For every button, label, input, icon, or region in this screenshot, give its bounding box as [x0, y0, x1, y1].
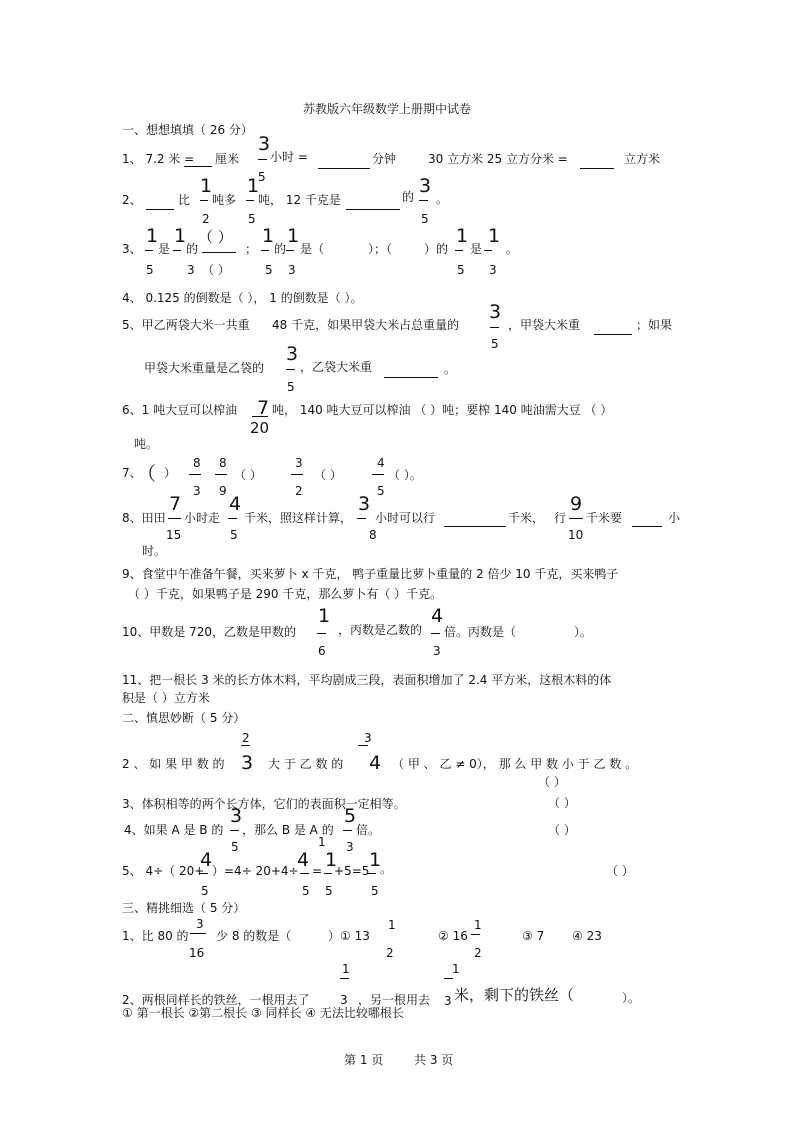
s2q5-frac2-den: 5 — [302, 884, 310, 898]
q10-frac2-num: 4 — [431, 605, 444, 627]
q10-frac1-den: 6 — [318, 644, 326, 658]
s2q4-text-b: ，那么 B 是 A 的 — [242, 823, 334, 837]
q8-frac4-num: 9 — [570, 493, 583, 515]
q5-frac-num: 3 — [489, 301, 502, 323]
q2-blank-1[interactable] — [146, 209, 174, 210]
q2-frac1-num: 1 — [200, 175, 213, 197]
section-3-heading: 三、精挑细选（ 5 分） — [122, 901, 246, 915]
q3-text-j: 。 — [506, 242, 519, 256]
q3-paren-den: （ ） — [202, 263, 230, 277]
q2-frac3-den: 5 — [421, 212, 429, 226]
s3q1-opt1-num: 1 — [388, 918, 396, 932]
q3-frac6-num: 1 — [488, 225, 501, 247]
s2q5-mid-line — [324, 873, 332, 874]
q8-frac2-den: 5 — [230, 528, 238, 542]
q8-blank-2[interactable] — [632, 526, 662, 527]
q3-frac3-den: 5 — [265, 263, 273, 277]
s2q3-text: 3、体积相等的两个长方体，它们的表面积一定相等。 — [122, 797, 406, 811]
s2q2-frac2-den: 4 — [369, 752, 382, 774]
q8-frac4-den: 10 — [568, 528, 584, 542]
q6-text-a: 6、1 吨大豆可以榨油 — [122, 403, 238, 417]
q6-text-b: 吨， 140 吨大豆可以榨油 （ ）吨；要榨 140 吨油需大豆 （ ） — [272, 403, 613, 417]
q3-frac5-line — [455, 250, 463, 251]
s3q2-frac1-line — [340, 978, 349, 979]
q2-text-a: 2、 — [122, 193, 142, 207]
s2q5-text-e: +5=5 — [334, 864, 370, 878]
q7-frac1-line — [189, 474, 201, 475]
s2q4-frac2-num: 5 — [344, 805, 357, 827]
q6-frac-den: 20 — [250, 419, 270, 437]
s3q1-text-g[interactable]: ④ 23 — [572, 929, 602, 943]
q8-frac3-den: 8 — [369, 528, 377, 542]
q7-frac2-num: 8 — [219, 456, 227, 470]
q8-text-h: 千米要 — [586, 511, 623, 525]
q8-text-e: 小时可以行 — [375, 511, 436, 525]
q5-text-a: 5、甲乙两袋大米一共重 — [122, 318, 250, 332]
s2q5-eq: = — [312, 864, 323, 878]
s2q5-frac2-num: 4 — [297, 849, 310, 871]
s3q1-text-b: 少 8 的数是（ — [216, 929, 292, 943]
q2-frac2-num: 1 — [247, 175, 260, 197]
q11-text-a: 11、把一根长 3 米的长方体木料，平均剧成三段，表面积增加了 2.4 平方米，这根木料的体 — [122, 673, 612, 687]
q8-frac1-den: 15 — [166, 528, 182, 542]
q6-frac-line — [252, 416, 268, 417]
s2q5-frac3-den: 5 — [371, 884, 379, 898]
q8-frac1-num: 7 — [169, 493, 182, 515]
s3q2-options[interactable]: ① 第一根长 ②第二根长 ③ 同样长 ④ 无法比较哪根长 — [122, 1006, 404, 1020]
q2-text-c: 吨多 — [212, 193, 237, 207]
q1-frac-den: 5 — [258, 170, 266, 184]
q3-frac4-num: 1 — [287, 225, 300, 247]
q2-text-f: 的 — [402, 190, 415, 204]
s2q4-frac1-line — [230, 830, 239, 831]
page-total: 共 3 页 — [414, 1053, 454, 1067]
s2q5-mid-num: 1 — [318, 835, 326, 849]
s3q1-frac-num: 3 — [196, 917, 204, 931]
q10-text-b: ，丙数是乙数的 — [338, 623, 423, 637]
q7-frac3-num: 3 — [295, 456, 303, 470]
q7-frac4-line — [372, 474, 384, 475]
s3q1-frac-den: 16 — [189, 946, 205, 960]
q5-text-b: 48 千克，如果甲袋大米占总重量的 — [272, 318, 460, 332]
q11-text-b: 积是（ ）立方米 — [122, 691, 210, 705]
q8-blank-1[interactable] — [444, 526, 506, 527]
q3-text-g: ）；（ — [368, 242, 393, 256]
s3q1-text-e[interactable]: ② 16 — [438, 929, 468, 943]
s3q2-frac1-den: 3 — [340, 993, 348, 1007]
s3q2-frac2-den: 3 — [444, 994, 452, 1008]
s3q2-text-e: ）。 — [622, 991, 641, 1005]
s3q1-opt1-den: 2 — [386, 946, 394, 960]
q5-blank-1[interactable] — [594, 334, 632, 335]
q3-frac2-den: 3 — [187, 263, 195, 277]
q5-text-g: ，乙袋大米重 — [300, 360, 373, 374]
q1-text-g: 立方米 — [624, 152, 661, 166]
q10-text-a: 10、甲数是 720，乙数是甲数的 — [122, 625, 296, 639]
q10-frac1-line — [317, 633, 326, 634]
section-1-heading: 一、想想填填（ 26 分） — [122, 123, 253, 137]
s3q1-text-f[interactable]: ③ 7 — [522, 929, 545, 943]
s3q2-frac2-line — [444, 978, 453, 979]
q3-frac5-den: 5 — [457, 263, 465, 277]
q8-text-g: 行 — [554, 511, 567, 525]
q3-frac2-num: 1 — [174, 225, 187, 247]
q5-blank-2[interactable] — [384, 377, 438, 378]
q3-frac2-line — [173, 250, 181, 251]
s2q3-paren[interactable]: （ ） — [548, 796, 576, 810]
s3q1-text-a: 1、比 80 的 — [122, 929, 189, 943]
q1-frac-num: 3 — [258, 133, 271, 155]
q3-frac4-line — [286, 250, 294, 251]
s3q1-frac-line — [190, 933, 206, 934]
s2q5-frac2-line — [300, 873, 309, 874]
q1-blank-2[interactable] — [318, 168, 370, 169]
q2-frac1-line — [200, 200, 208, 201]
q1-text-a: 1、 7.2 米 = — [122, 152, 195, 166]
s3q2-text-b: ，另一根用去 — [358, 993, 431, 1007]
q1-text-f: 30 立方米 25 立方分米 = — [428, 152, 568, 166]
q7-text-a: 7、 — [122, 466, 142, 480]
s2q5-frac3-num: 1 — [369, 849, 382, 871]
s3q2-frac1-num: 1 — [342, 962, 350, 976]
s2q2-text-c: （ 甲 、 乙 ≠ 0）， 那 么 甲 数 小 于 乙 数 。 — [392, 757, 638, 771]
q5-frac2-line — [286, 369, 295, 370]
s2q2-text-b: 大 于 乙 数 的 — [268, 757, 344, 771]
s3q1-opt2-den: 2 — [474, 946, 482, 960]
s2q4-frac1-num: 3 — [230, 805, 243, 827]
q8-text-f: 千米， — [508, 511, 545, 525]
page-title: 苏教版六年级数学上册期中试卷 — [303, 102, 472, 116]
q1-text-c: 小时 = — [270, 150, 308, 164]
q7-frac4-den: 5 — [377, 484, 385, 498]
q10-frac2-den: 3 — [433, 644, 441, 658]
s2q4-frac2-den: 3 — [346, 840, 354, 854]
q3-frac6-line — [484, 250, 492, 251]
q5-frac-den: 5 — [491, 337, 499, 351]
q5-frac-line — [490, 327, 499, 328]
q4-text: 4、 0.125 的倒数是（ ）， 1 的倒数是（ ）。 — [122, 291, 363, 305]
s2q2-frac2-num: 3 — [364, 731, 372, 745]
q3-text-f: 是（ — [300, 242, 325, 256]
q3-frac6-den: 3 — [489, 263, 497, 277]
q7-paren1-close: ） — [164, 466, 177, 480]
q5-text-h: 。 — [444, 362, 457, 376]
q3-frac-blank-line[interactable] — [202, 252, 236, 253]
s2q2-frac2-line — [358, 745, 368, 746]
q7-paren4: （ ）。 — [388, 468, 422, 482]
q3-frac3-num: 1 — [262, 225, 275, 247]
s3q2-text-c: 米，剩下的铁丝（ — [454, 986, 575, 1004]
q2-text-e: 吨， 12 千克是 — [258, 193, 341, 207]
s3q1-opt2-num: 1 — [474, 918, 482, 932]
s2q2-text-a: 2 、 如 果 甲 数 的 — [122, 757, 225, 771]
q7-frac3-den: 2 — [295, 484, 303, 498]
q10-text-c: 倍。丙数是（ — [444, 625, 517, 639]
q7-paren1-open: （ — [137, 463, 157, 485]
q6-text-c: 吨。 — [134, 437, 159, 451]
q8-frac4-line — [569, 518, 583, 519]
q8-text-i: 小 — [668, 511, 681, 525]
s2q2-frac1-den: 3 — [241, 752, 254, 774]
q5-frac2-num: 3 — [286, 343, 299, 365]
q10-frac2-line — [431, 633, 440, 634]
q7-frac1-den: 3 — [193, 484, 201, 498]
q3-text-a: 3、 — [122, 242, 142, 256]
q3-text-h: ）的 — [424, 242, 449, 256]
s2q2-frac1-num: 2 — [242, 731, 250, 745]
s2q4-text-a: 4、如果 A 是 B 的 — [124, 823, 224, 837]
q8-text-c: 千米，照这样计算， — [244, 511, 353, 525]
s2q5-frac1-num: 4 — [200, 849, 213, 871]
q8-frac2-line — [228, 518, 237, 519]
s2q4-text-c: 倍。 — [356, 823, 381, 837]
section-2-heading: 二、慎思妙断（ 5 分） — [122, 711, 246, 725]
q2-frac2-den: 5 — [248, 212, 256, 226]
q2-frac3-line — [419, 200, 428, 201]
page-number: 第 1 页 — [344, 1053, 384, 1067]
q7-frac4-num: 4 — [377, 456, 385, 470]
q2-frac3-num: 3 — [419, 175, 432, 197]
q8-frac1-line — [168, 518, 181, 519]
s2q4-frac2-line — [343, 830, 352, 831]
q8-text-j: 时。 — [142, 544, 167, 558]
q5-text-e: ；如果 — [636, 318, 673, 332]
q2-frac1-den: 2 — [202, 212, 210, 226]
q9-text-b: （ ）千克，如果鸭子是 290 千克，那么萝卜有（ ）千克。 — [128, 587, 443, 601]
s3q1-text-c: ）① 13 — [328, 929, 370, 943]
q10-frac1-num: 1 — [318, 605, 331, 627]
q1-text-e: 分钟 — [372, 152, 397, 166]
q7-frac3-line — [291, 474, 303, 475]
s2q5-text-a: 5、 4÷（ 20+ — [122, 864, 205, 878]
q2-frac2-line — [246, 200, 254, 201]
s2q5-frac3-line — [368, 873, 376, 874]
q2-text-g: 。 — [436, 192, 449, 206]
q8-frac3-line — [357, 518, 366, 519]
s2q2-paren[interactable]: （ ） — [538, 775, 566, 789]
s2q5-text-f: 。 — [380, 862, 393, 876]
q3-text-b: 是 — [158, 242, 171, 256]
q1-blank-1[interactable] — [184, 166, 212, 167]
q3-frac4-den: 3 — [288, 263, 296, 277]
q7-frac1-num: 8 — [193, 456, 201, 470]
s2q5-text-b: ）=4÷ 20+4÷ — [212, 864, 299, 878]
q3-text-c: 的 — [186, 242, 199, 256]
q10-text-e: ）。 — [574, 625, 593, 639]
q5-frac2-den: 5 — [287, 380, 295, 394]
s2q5-mid-den: 5 — [325, 884, 333, 898]
s3q2-text-a: 2、两根同样长的铁丝，一根用去了 — [122, 993, 310, 1007]
q7-paren3: （ ） — [314, 468, 342, 482]
q3-frac1-line — [145, 250, 153, 251]
q8-frac2-num: 4 — [229, 493, 242, 515]
q7-paren2: （ ） — [234, 468, 262, 482]
q7-frac2-line — [215, 474, 227, 475]
q3-frac1-den: 5 — [146, 263, 154, 277]
q3-text-i: 是 — [470, 242, 483, 256]
q3-text-e: 的 — [274, 242, 287, 256]
q2-text-b: 比 — [178, 193, 191, 207]
s3q1-opt2-line — [471, 934, 480, 935]
q3-frac3-line — [261, 250, 269, 251]
q8-frac3-num: 3 — [358, 493, 371, 515]
q3-frac1-num: 1 — [146, 225, 159, 247]
s2q2-frac1-line — [241, 745, 250, 746]
s2q4-paren[interactable]: （ ） — [548, 823, 576, 837]
q5-text-f: 甲袋大米重量是乙袋的 — [144, 361, 265, 375]
s3q2-frac2-num: 1 — [452, 962, 460, 976]
q3-frac5-num: 1 — [456, 225, 469, 247]
s2q5-mid-one: 1 — [325, 849, 338, 871]
s2q5-frac1-den: 5 — [201, 884, 209, 898]
q7-frac2-den: 9 — [219, 484, 227, 498]
q6-frac-num: 7 — [257, 397, 270, 419]
s2q5-paren[interactable]: （ ） — [606, 864, 634, 878]
q1-text-b: 厘米 — [215, 152, 240, 166]
q8-text-b: 小时走 — [184, 511, 221, 525]
q2-blank-2[interactable] — [346, 209, 400, 210]
q3-sep: ； — [245, 242, 258, 256]
q5-text-c: ，甲袋大米重 — [508, 318, 581, 332]
s2q5-frac1-line — [199, 873, 208, 874]
q8-text-a: 8、田田 — [122, 511, 166, 525]
q9-text-a: 9、食堂中午准备午餐，买来萝卜 x 千克， 鸭子重量比萝卜重量的 2 倍少 10 千克，买来鸭子 — [122, 567, 619, 581]
s2q4-frac1-den: 5 — [231, 840, 239, 854]
q3-paren-num: （ ） — [198, 228, 233, 246]
q1-blank-3[interactable] — [580, 168, 614, 169]
q1-frac-line — [258, 159, 267, 160]
